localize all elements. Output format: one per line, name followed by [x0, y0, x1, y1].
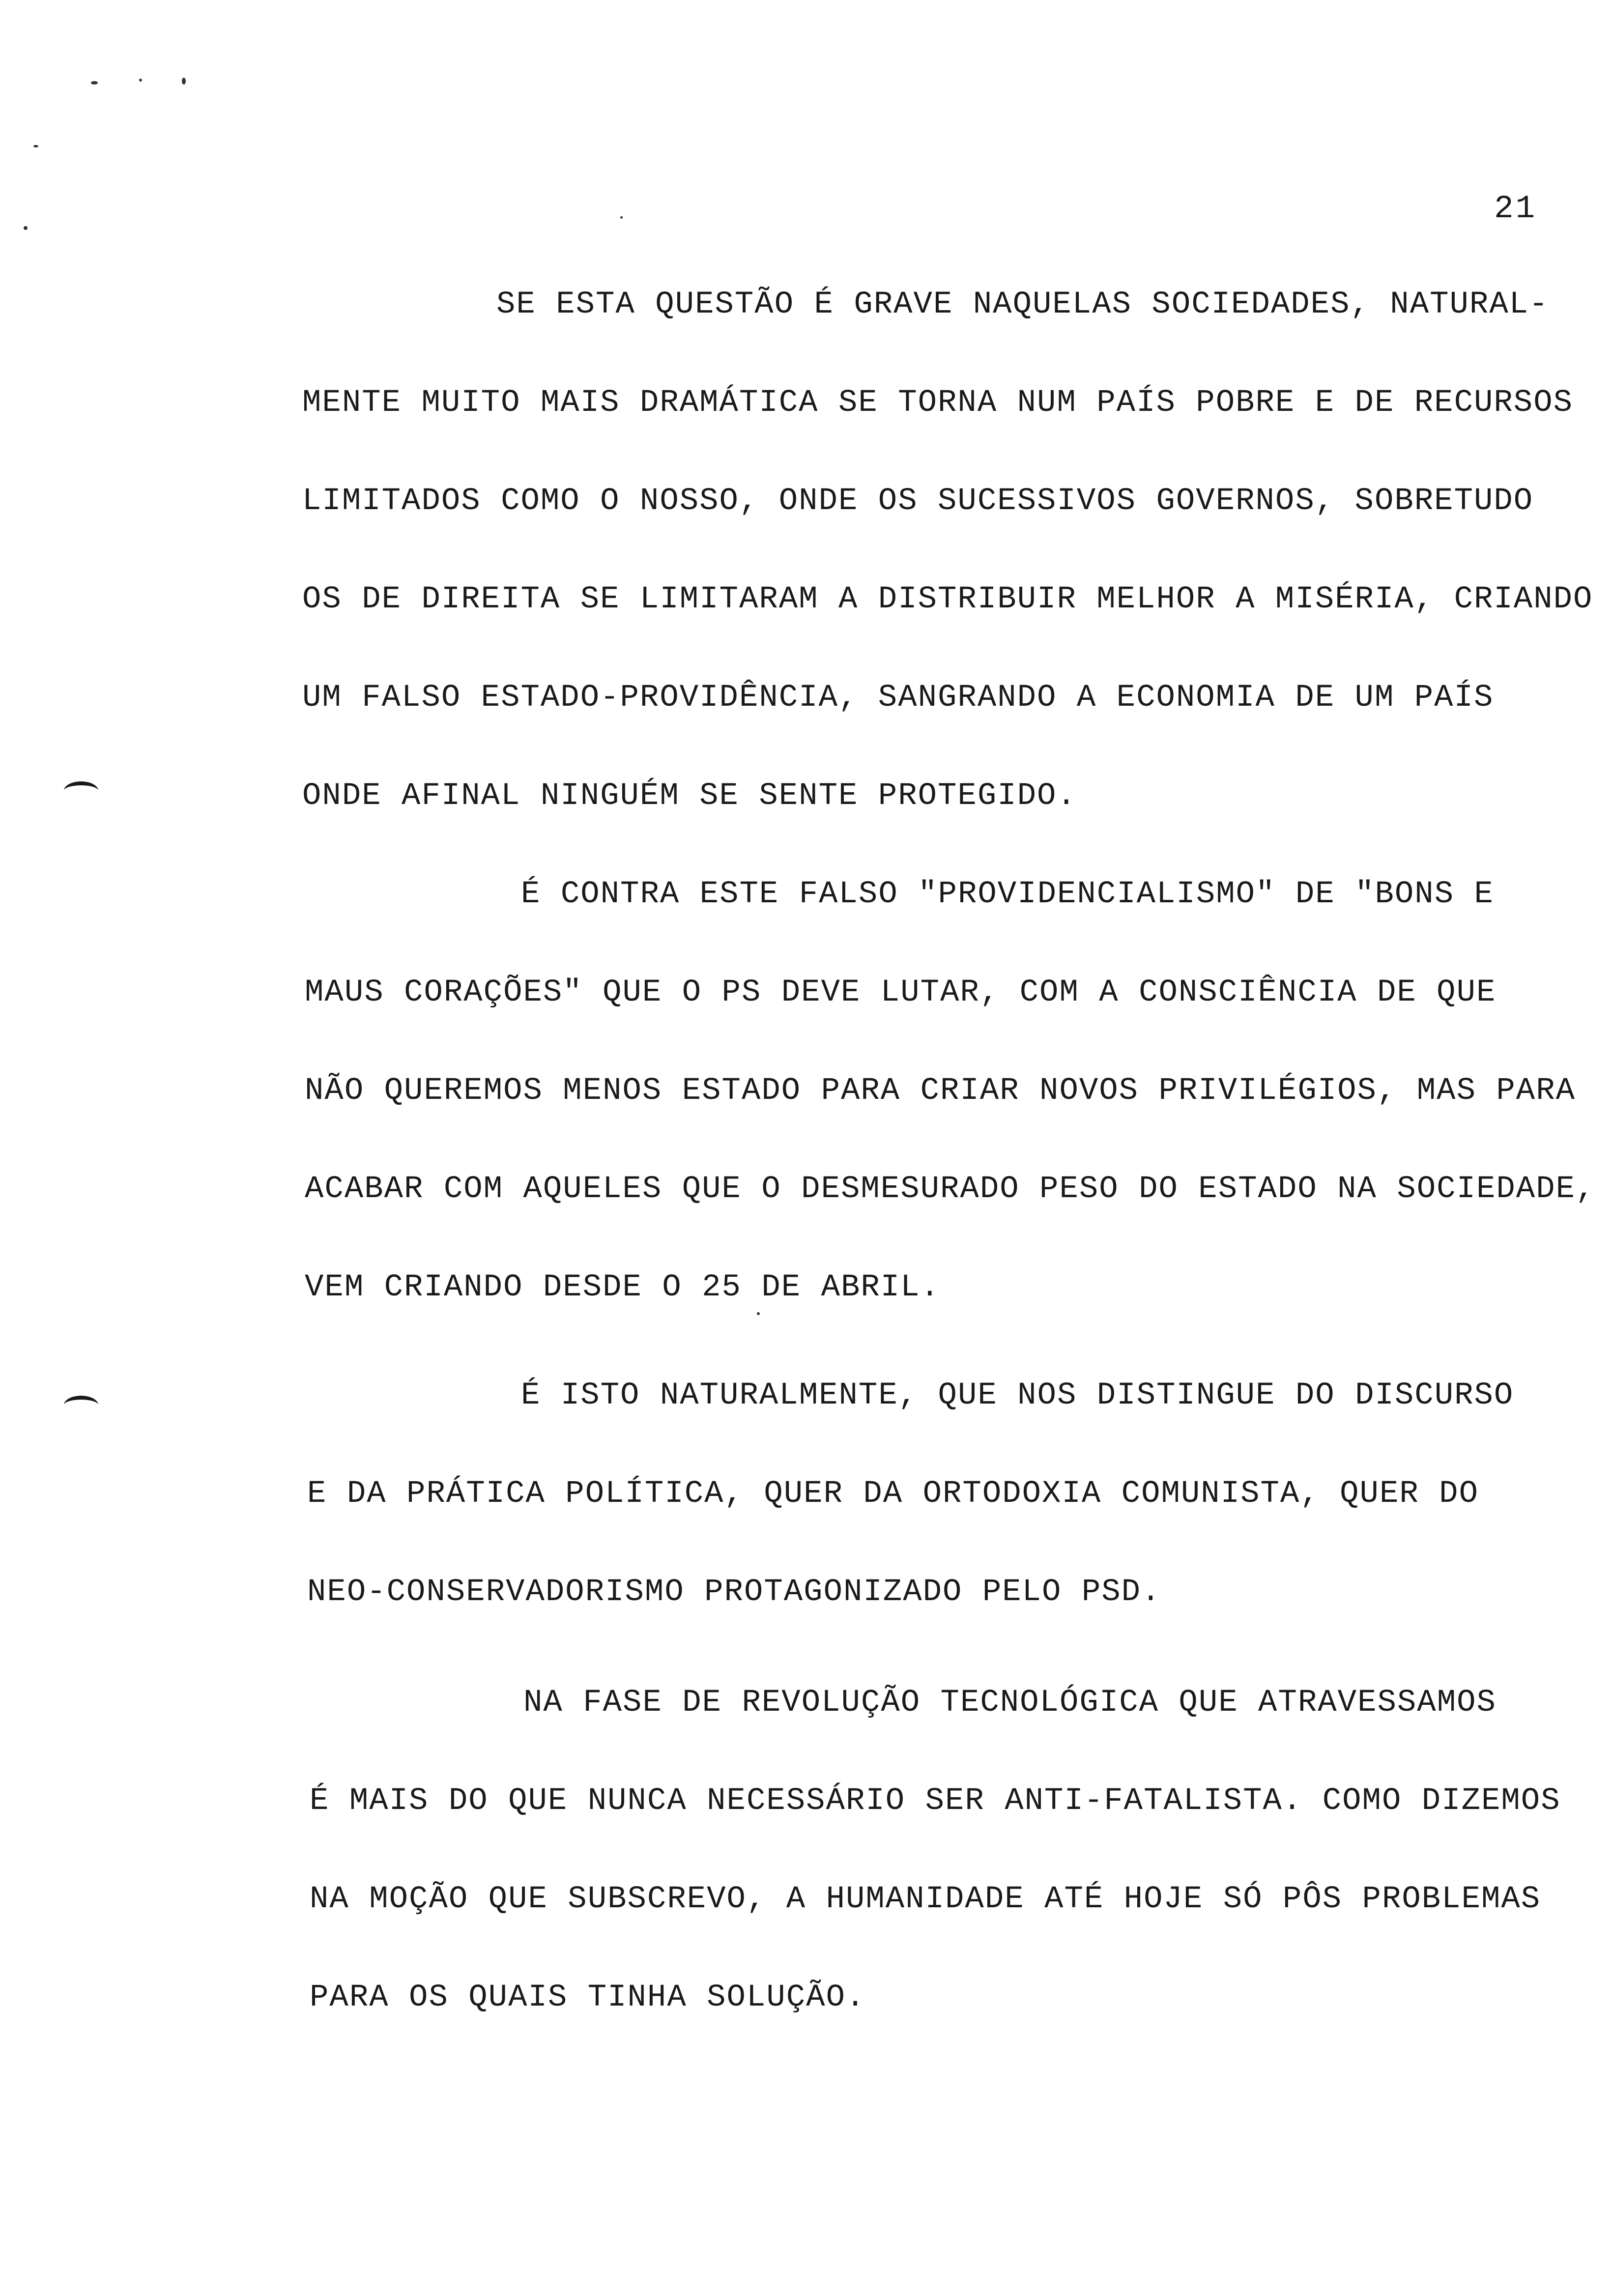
paragraph-2-line-4: ACABAR COM AQUELES QUE O DESMESURADO PESO DO ESTADO NA SOCIEDADE,	[305, 1172, 1596, 1207]
paragraph-2-line-2: MAUS CORAÇÕES" QUE O PS DEVE LUTAR, COM A CONSCIÊNCIA DE QUE	[305, 975, 1497, 1010]
paragraph-1-line-3: LIMITADOS COMO O NOSSO, ONDE OS SUCESSIVOS GOVERNOS, SOBRETUDO	[302, 484, 1534, 519]
scan-speck	[24, 226, 28, 230]
paragraph-4-line-3: NA MOÇÃO QUE SUBSCREVO, A HUMANIDADE ATÉ HOJE SÓ PÔS PROBLEMAS	[310, 1882, 1541, 1917]
paragraph-4-line-1: NA FASE DE REVOLUÇÃO TECNOLÓGICA QUE ATRAVESSAMOS	[523, 1685, 1497, 1721]
scan-speck	[139, 79, 142, 82]
paragraph-1-line-6: ONDE AFINAL NINGUÉM SE SENTE PROTEGIDO.	[302, 778, 1077, 814]
paragraph-4-line-2: É MAIS DO QUE NUNCA NECESSÁRIO SER ANTI-FATALISTA. COMO DIZEMOS	[310, 1783, 1561, 1819]
paragraph-3-line-2: E DA PRÁTICA POLÍTICA, QUER DA ORTODOXIA COMUNISTA, QUER DO	[307, 1476, 1479, 1512]
paragraph-2-line-3: NÃO QUEREMOS MENOS ESTADO PARA CRIAR NOVOS PRIVILÉGIOS, MAS PARA	[305, 1073, 1576, 1109]
paragraph-4-line-4: PARA OS QUAIS TINHA SOLUÇÃO.	[310, 1980, 866, 2015]
scan-speck	[620, 216, 623, 219]
paragraph-2-line-1: É CONTRA ESTE FALSO "PROVIDENCIALISMO" DE "BONS E	[521, 877, 1494, 912]
paragraph-1-line-2: MENTE MUITO MAIS DRAMÁTICA SE TORNA NUM PAÍS POBRE E DE RECURSOS	[302, 385, 1573, 421]
scan-speck	[33, 145, 38, 147]
paragraph-2-line-5: VEM CRIANDO DESDE O 25 DE ABRIL.	[305, 1270, 940, 1305]
paragraph-1-line-5: UM FALSO ESTADO-PROVIDÊNCIA, SANGRANDO A ECONOMIA DE UM PAÍS	[302, 680, 1494, 716]
paragraph-1-line-4: OS DE DIREITA SE LIMITARAM A DISTRIBUIR MELHOR A MISÉRIA, CRIANDO	[302, 582, 1593, 617]
scan-speck	[91, 81, 98, 85]
paragraph-3-line-1: É ISTO NATURALMENTE, QUE NOS DISTINGUE DO DISCURSO	[521, 1378, 1514, 1413]
punch-hole-mark	[64, 1396, 98, 1414]
paragraph-3-line-3: NEO-CONSERVADORISMO PROTAGONIZADO PELO PSD.	[307, 1575, 1161, 1610]
page-number: 21	[1494, 190, 1537, 227]
paragraph-1-line-1: SE ESTA QUESTÃO É GRAVE NAQUELAS SOCIEDADES, NATURAL-	[496, 287, 1549, 322]
scan-speck	[757, 1312, 760, 1315]
punch-hole-mark	[64, 781, 98, 800]
scan-speck	[182, 78, 186, 85]
